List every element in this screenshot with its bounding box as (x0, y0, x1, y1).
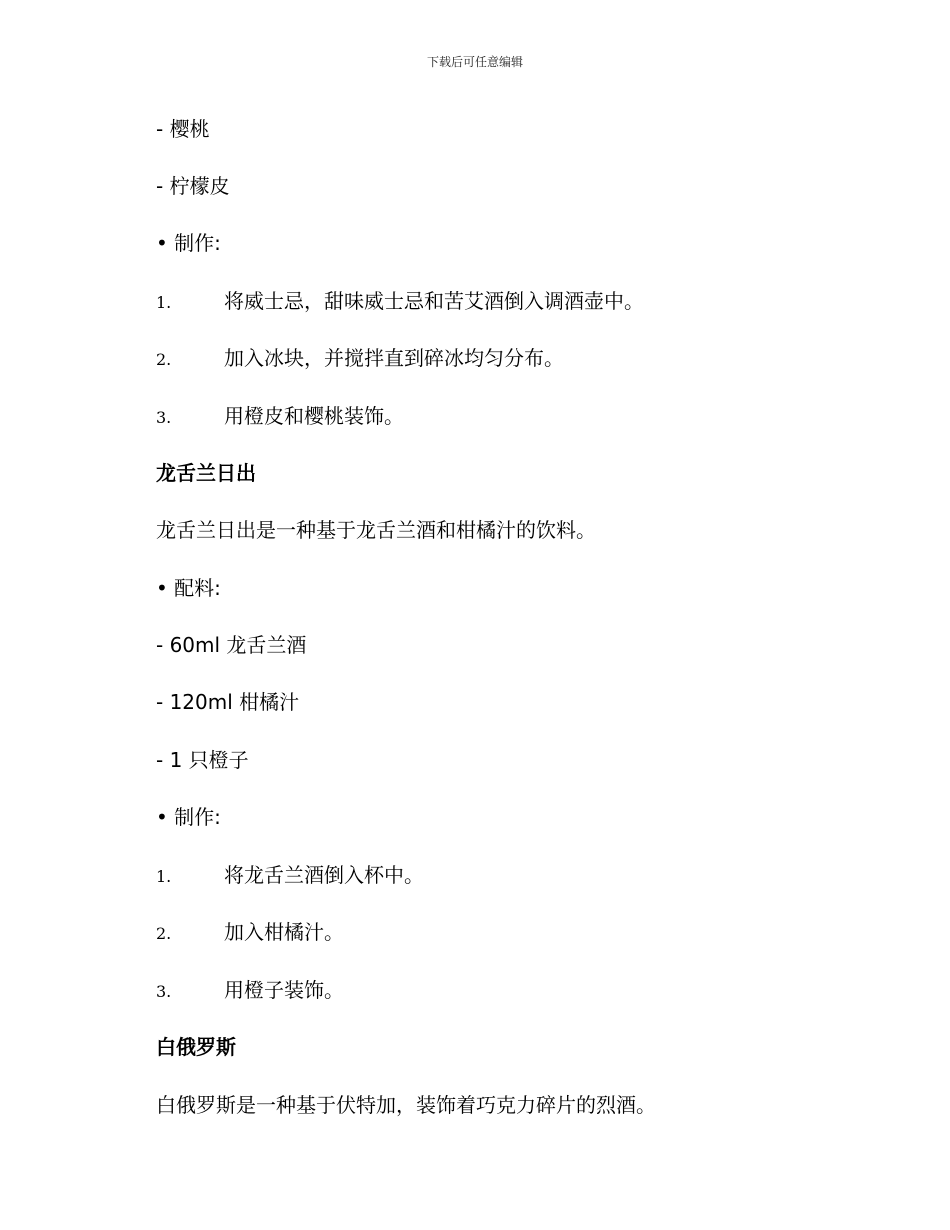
section-description: 龙舌兰日出是一种基于龙舌兰酒和柑橘汁的饮料。 (156, 518, 596, 542)
ingredients-label: • 配料: (156, 576, 221, 600)
method-step (156, 402, 404, 432)
step-number: 3. (156, 408, 172, 427)
section-description: 白俄罗斯是一种基于伏特加，装饰着巧克力碎片的烈酒。 (156, 1093, 656, 1117)
step-number: 2. (156, 924, 172, 943)
step-text: 用橙子装饰。 (224, 978, 344, 1002)
step-text: 加入冰块，并搅拌直到碎冰均匀分布。 (224, 346, 564, 370)
method-step (156, 918, 344, 948)
step-number: 1. (156, 867, 172, 886)
section-title: 白俄罗斯 (156, 1035, 236, 1059)
method-step (156, 287, 644, 317)
step-text: 将龙舌兰酒倒入杯中。 (224, 863, 424, 887)
method-label: • 制作: (156, 805, 221, 829)
ingredient-item: - 120ml 柑橘汁 (156, 690, 300, 714)
step-number: 3. (156, 982, 172, 1001)
method-step (156, 976, 344, 1006)
section-title: 龙舌兰日出 (156, 461, 256, 485)
step-text: 用橙皮和樱桃装饰。 (224, 404, 404, 428)
step-number: 1. (156, 293, 172, 312)
ingredient-item: - 60ml 龙舌兰酒 (156, 633, 307, 657)
method-step (156, 344, 564, 374)
method-step (156, 861, 424, 891)
step-text: 将威士忌，甜味威士忌和苦艾酒倒入调酒壶中。 (224, 289, 644, 313)
ingredient-item: - 1 只橙子 (156, 748, 249, 772)
step-text: 加入柑橘汁。 (224, 920, 344, 944)
method-label: • 制作: (156, 231, 221, 255)
page-header-note: 下载后可任意编辑 (426, 55, 523, 69)
ingredient-item: - 樱桃 (156, 117, 210, 141)
step-number: 2. (156, 350, 172, 369)
ingredient-item: - 柠檬皮 (156, 174, 230, 198)
